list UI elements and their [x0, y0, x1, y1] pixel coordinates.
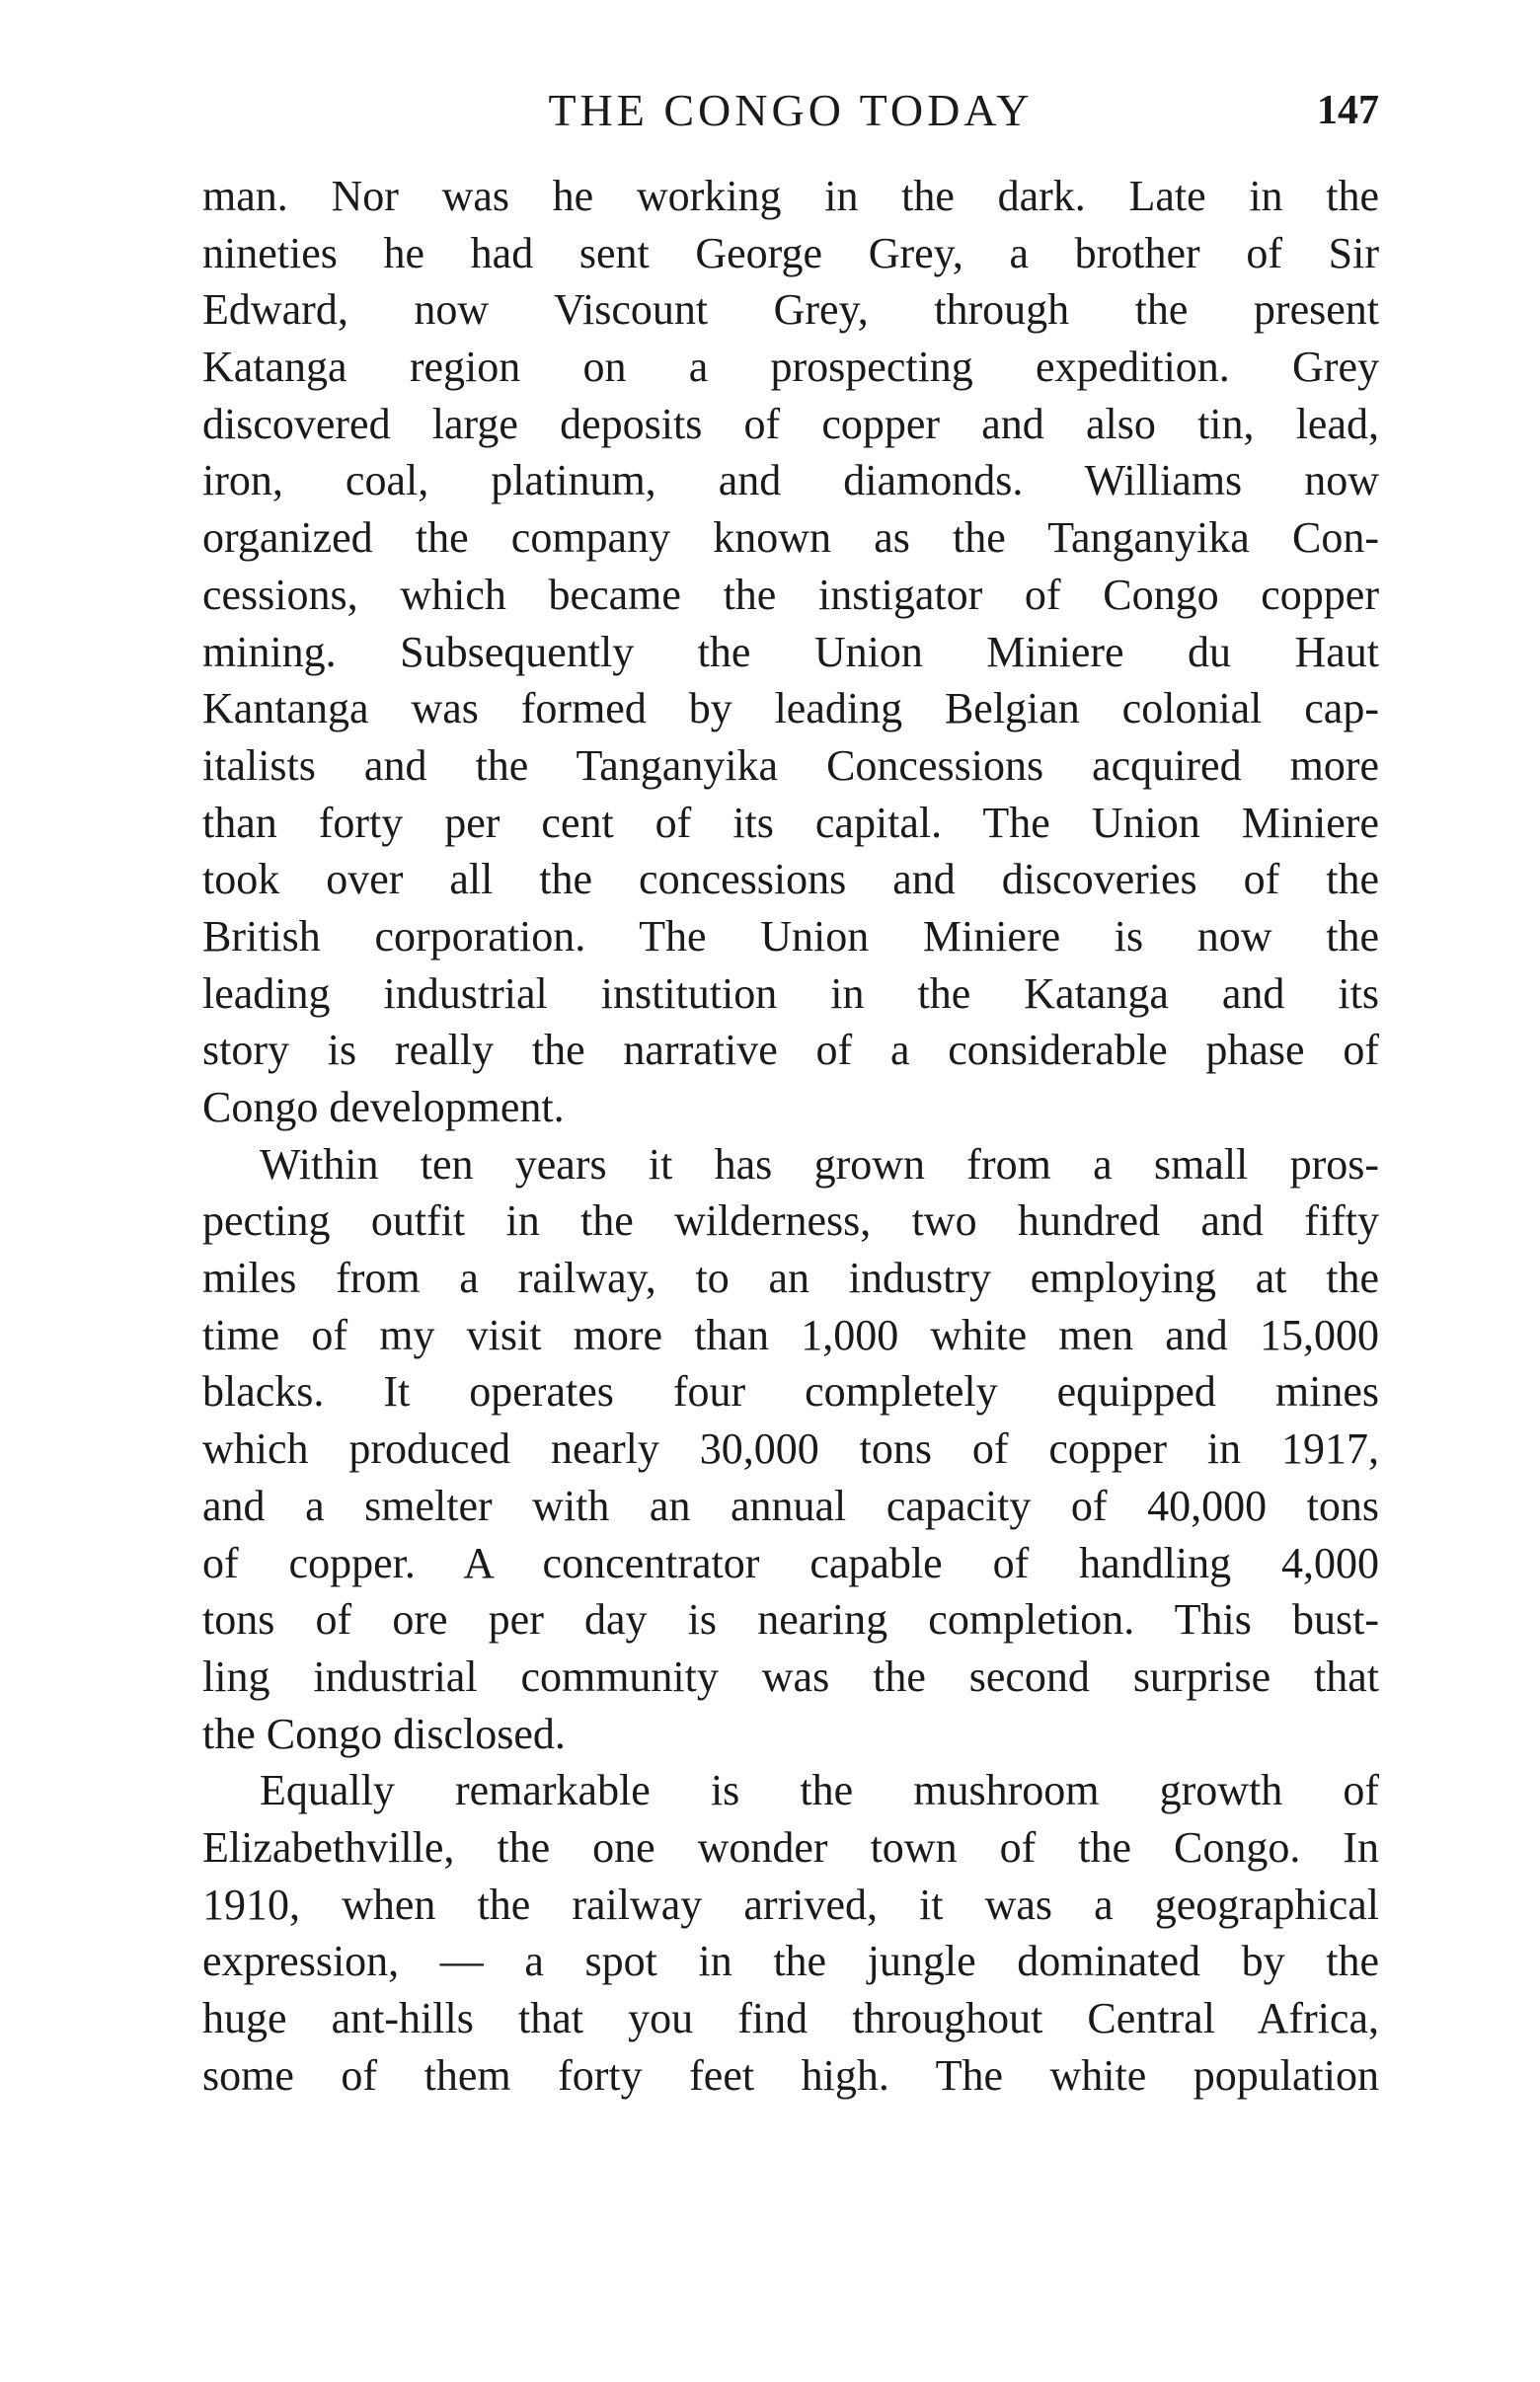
text-line: iron, coal, platinum, and diamonds. Williams now [202, 456, 1379, 505]
text-line: tons of ore per day is nearing completion. This bust- [202, 1595, 1379, 1645]
text-line: the Congo disclosed. [202, 1709, 566, 1758]
text-line: mining. Subsequently the Union Miniere du Haut [202, 627, 1379, 676]
paragraph-2 [202, 1136, 1379, 1763]
text-line: time of my visit more than 1,000 white men and 15,000 [202, 1310, 1379, 1359]
paragraph-1 [202, 168, 1379, 1136]
text-line: cessions, which became the instigator of Congo copper [202, 570, 1379, 619]
running-title: THE CONGO TODAY [548, 85, 1034, 135]
text-line: man. Nor was he working in the dark. Late in the [202, 172, 1379, 220]
text-line: took over all the concessions and discoveries of the [202, 855, 1379, 904]
text-line: expression, — a spot in the jungle dominated by the [202, 1937, 1379, 1986]
text-line: and a smelter with an annual capacity of 40,000 tons [202, 1481, 1379, 1530]
text-line: huge ant-hills that you find throughout Central Africa, [202, 1994, 1379, 2042]
text-line: discovered large deposits of copper and also tin, lead, [202, 399, 1379, 448]
text-line: miles from a railway, to an industry employing at the [202, 1254, 1379, 1303]
text-line: which produced nearly 30,000 tons of copper in 1917, [202, 1424, 1379, 1474]
text-line: blacks. It operates four completely equipped mines [202, 1367, 1379, 1417]
text-line: 1910, when the railway arrived, it was a geographical [202, 1880, 1379, 1929]
text-line: Edward, now Viscount Grey, through the present [202, 285, 1379, 335]
body-text [202, 168, 1379, 2104]
page-number: 147 [1317, 88, 1379, 133]
text-line: leading industrial institution in the Katanga and its [202, 968, 1379, 1018]
text-line: Katanga region on a prospecting expedition. Grey [202, 343, 1379, 392]
text-line: italists and the Tanganyika Concessions acquired more [202, 740, 1379, 790]
text-line: Kantanga was formed by leading Belgian colonial cap- [202, 684, 1379, 733]
text-line: story is really the narrative of a considerable phase of [202, 1026, 1379, 1075]
text-line: Congo development. [202, 1083, 565, 1131]
text-line: of copper. A concentrator capable of handling 4,000 [202, 1538, 1379, 1587]
paragraph-3 [202, 1762, 1379, 2104]
text-line: Within ten years it has grown from a small pros- [260, 1139, 1379, 1189]
running-head [202, 81, 1379, 140]
text-line: organized the company known as the Tanganyika Con- [202, 513, 1379, 563]
text-line: pecting outfit in the wilderness, two hundred and fifty [202, 1196, 1379, 1246]
text-line: British corporation. The Union Miniere is now the [202, 911, 1379, 960]
text-line: Elizabethville, the one wonder town of the Congo. In [202, 1822, 1379, 1872]
text-line: Equally remarkable is the mushroom growth of [260, 1766, 1379, 1815]
text-line: some of them forty feet high. The white population [202, 2050, 1379, 2100]
text-line: nineties he had sent George Grey, a brother of Sir [202, 228, 1379, 277]
text-line: than forty per cent of its capital. The Union Miniere [202, 798, 1379, 847]
text-line: ling industrial community was the second surprise that [202, 1652, 1379, 1701]
